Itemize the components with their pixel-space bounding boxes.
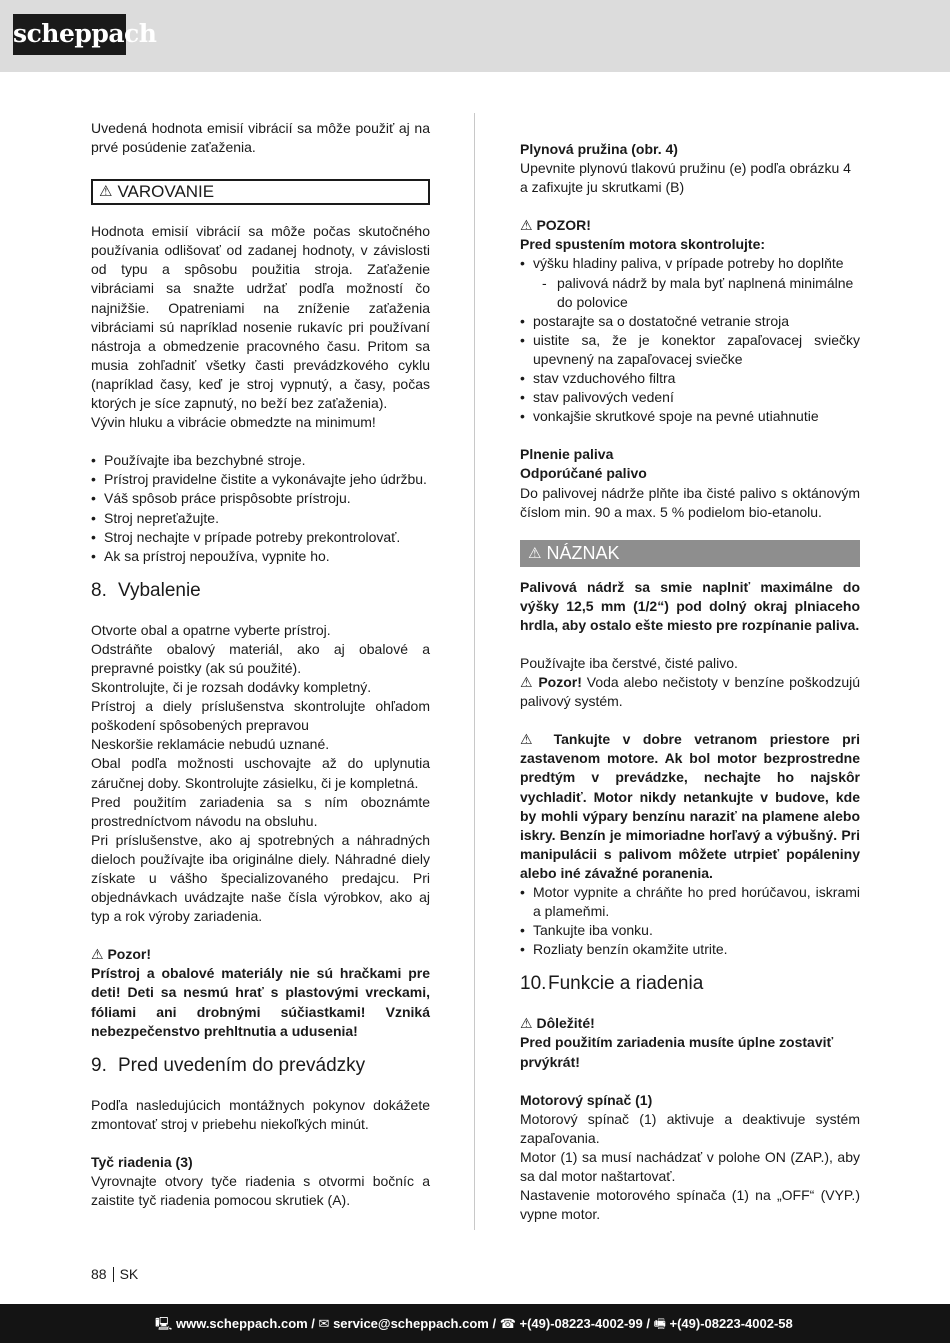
water-warning: ⚠ Pozor! Voda alebo nečistoty v benzíne poškodzujú palivový systém. bbox=[520, 674, 860, 710]
list-item: • Tankujte iba vonku. bbox=[520, 921, 860, 940]
fuel-subheading: Odporúčané palivo bbox=[520, 465, 647, 482]
important-text: Pred použitím zariadenia musíte úplne zostaviť prvýkrát! bbox=[520, 1034, 834, 1070]
warning-box bbox=[91, 179, 430, 205]
refuel-warning: ⚠ Tankujte v dobre vetranom priestore pri zastavenom motore. Ak bol motor bezprostredne predtým v prevádzke, nechajte ho najskôr vychladiť. Motor nikdy netankujte v budove, kde by mohli výpary benzínu naraziť na plamene alebo iskry. Benzín je mimoriadne horľavý a výbušný. Pri manipulácii s palivom môžete utrpieť popáleniny alebo iné závažné poranenia. bbox=[520, 731, 860, 881]
switch-text: Motorový spínač (1) aktivuje a deaktivuje systém zapaľovania. bbox=[520, 1110, 860, 1146]
gas-spring-text: Upevnite plynovú tlakovú pružinu (e) podľa obrázku 4 a zafixujte ju skrutkami (B) bbox=[520, 160, 851, 196]
fuel-text: Do palivovej nádrže plňte iba čisté palivo s oktánovým číslom min. 90 a max. 5 % podielom bio-etanolu. bbox=[520, 484, 860, 520]
footer-phone: +(49)-08223-4002-99 / bbox=[519, 1316, 650, 1331]
note-box bbox=[520, 540, 860, 567]
assembly-intro: Podľa nasledujúcich montážnych pokynov dokážete zmontovať stroj v priebehu niekoľkých minút. bbox=[91, 1096, 430, 1132]
attention-text: Prístroj a obalové materiály nie sú hračkami pre deti! Deti sa nesmú hrať s plastovými vreckami, fóliami ani drobnými súčiastkami! Vzniká nebezpečenstvo prehltnutia a udusenia! bbox=[91, 965, 430, 1039]
warning-triangle-icon: ⚠ bbox=[99, 183, 113, 201]
footer-mail[interactable]: service@scheppach.com / bbox=[333, 1316, 497, 1331]
unpacking-text: Otvorte obal a opatrne vyberte prístroj. bbox=[91, 621, 331, 638]
warning-triangle-icon: ⚠ bbox=[520, 1015, 533, 1032]
list-item: • Rozliaty benzín okamžite utrite. bbox=[520, 940, 860, 959]
list-item: • Stroj nepreťažujte. bbox=[91, 509, 430, 528]
list-item: • Motor vypnite a chráňte ho pred horúčavou, iskrami a plameňmi. bbox=[520, 883, 860, 921]
note-title: NÁZNAK bbox=[546, 542, 620, 563]
warning-triangle-icon: ⚠ bbox=[520, 674, 534, 691]
list-item: • Prístroj pravidelne čistite a vykonávajte jeho údržbu. bbox=[91, 470, 430, 489]
check-list bbox=[520, 312, 860, 427]
footer-web[interactable]: www.scheppach.com / bbox=[175, 1316, 315, 1331]
page-header bbox=[0, 0, 950, 72]
page-separator bbox=[113, 1267, 114, 1282]
section-title: Funkcie a riadenia bbox=[548, 973, 704, 995]
list-subitem: - palivová nádrž by mala byť naplnená minimálne do polovice bbox=[520, 274, 860, 312]
unpacking-text: Skontrolujte, či je rozsah dodávky kompletný. bbox=[91, 679, 372, 696]
warning-title: VAROVANIE bbox=[117, 182, 215, 202]
switch-text: Motor (1) sa musí nachádzať v polohe ON (ZAP.), aby sa dal motor naštartovať. bbox=[520, 1148, 860, 1185]
list-item: • Používajte iba bezchybné stroje. bbox=[91, 451, 430, 470]
switch-heading: Motorový spínač (1) bbox=[520, 1091, 653, 1108]
section-number: 9. bbox=[91, 1054, 107, 1076]
section-9-heading bbox=[91, 1054, 430, 1078]
computer-icon: 🖳 bbox=[155, 1316, 173, 1331]
phone-icon: ☎ bbox=[499, 1316, 516, 1331]
gas-spring-heading: Plynová pružina (obr. 4) bbox=[520, 141, 678, 157]
unpacking-text: Obal podľa možnosti uschovajte až do uplynutia záručnej doby. Skontrolujte zásielku, či je kompletná. bbox=[91, 755, 430, 791]
footer-fax: +(49)-08223-4002-58 bbox=[669, 1316, 793, 1331]
section-number: 10. bbox=[520, 973, 547, 995]
unpacking-text: Neskoršie reklamácie nebudú uznané. bbox=[91, 736, 330, 753]
list-item: • uistite sa, že je konektor zapaľovacej sviečky upevnený na zapaľovacej sviečke bbox=[520, 331, 860, 369]
important-heading: ⚠ Dôležité! bbox=[520, 1015, 595, 1032]
check-sublist bbox=[520, 274, 860, 312]
switch-text: Nastavenie motorového spínača (1) na „OFF“ (VYP.) vypne motor. bbox=[520, 1187, 860, 1223]
list-item: • stav vzduchového filtra bbox=[520, 369, 860, 388]
section-title: Vybalenie bbox=[118, 579, 201, 601]
handlebar-text: Vyrovnajte otvory tyče riadenia s otvormi bočníc a zaistite tyč riadenia pomocou skrutiek (A). bbox=[91, 1173, 430, 1209]
mail-icon: ✉ bbox=[318, 1316, 330, 1331]
right-column bbox=[520, 119, 860, 1224]
unpacking-text: Prístroj a diely príslušenstva skontrolujte ohľadom poškodení spôsobených prepravou bbox=[91, 698, 430, 734]
intro-text: Uvedená hodnota emisií vibrácií sa môže použiť aj na prvé posúdenie zaťaženia. bbox=[91, 120, 430, 156]
fax-icon: 🖷 bbox=[653, 1316, 666, 1331]
left-column bbox=[91, 119, 430, 1210]
warning-triangle-icon: ⚠ bbox=[520, 217, 533, 234]
handlebar-heading: Tyč riadenia (3) bbox=[91, 1153, 193, 1170]
note-text: Palivová nádrž sa smie naplniť maximálne do výšky 12,5 mm (1/2“) pod dolný okraj plniaceho hrdla, aby ostalo ešte miesto pre rozpínanie paliva. bbox=[520, 578, 860, 633]
unpacking-text: Pri príslušenstve, ako aj spotrebných a náhradných dieloch používajte iba originálne diely. Náhradné diely získate u vášho špecializovaného predajcu. Pri objednávkach uvádzajte naše čísla výrobkov, ako aj typ a rok výroby zariadenia. bbox=[91, 831, 430, 925]
safety-list bbox=[91, 451, 430, 566]
caution-heading: ⚠ POZOR! bbox=[520, 217, 591, 234]
scheppach-logo: scheppach bbox=[13, 14, 126, 55]
warning-triangle-icon: ⚠ bbox=[528, 544, 542, 562]
list-item: • Stroj nechajte v prípade potreby prekontrolovať. bbox=[91, 528, 430, 547]
list-item: • Ak sa prístroj nepoužíva, vypnite ho. bbox=[91, 547, 430, 566]
list-item: • Váš spôsob práce prispôsobte prístroju. bbox=[91, 489, 430, 508]
unpacking-text: Odstráňte obalový materiál, ako aj obalové a prepravné poistky (ak sú použité). bbox=[91, 640, 430, 676]
list-item: • stav palivových vedení bbox=[520, 388, 860, 407]
warning-triangle-icon: ⚠ bbox=[91, 946, 104, 963]
column-divider bbox=[474, 113, 475, 1230]
list-item: • vonkajšie skrutkové spoje na pevné utiahnutie bbox=[520, 407, 860, 426]
section-8-heading bbox=[91, 579, 430, 603]
attention-heading: ⚠ Pozor! bbox=[91, 946, 152, 963]
refuel-list bbox=[520, 883, 860, 959]
caution-subheading: Pred spustením motora skontrolujte: bbox=[520, 236, 766, 253]
list-item: • postarajte sa o dostatočné vetranie stroja bbox=[520, 312, 860, 331]
page-number: 88 SK bbox=[91, 1266, 139, 1282]
list-item: • výšku hladiny paliva, v prípade potreby ho doplňte bbox=[520, 254, 860, 273]
fresh-fuel-text: Používajte iba čerstvé, čisté palivo. bbox=[520, 654, 738, 671]
warning-last-line: Vývin hluku a vibrácie obmedzte na minimum! bbox=[91, 414, 376, 431]
warning-triangle-icon: ⚠ bbox=[520, 731, 542, 748]
unpacking-text: Pred použitím zariadenia sa s ním oboznámte prostredníctvom návodu na obsluhu. bbox=[91, 793, 430, 829]
footer-contacts bbox=[155, 1304, 793, 1343]
check-list bbox=[520, 254, 860, 273]
fuel-heading: Plnenie paliva bbox=[520, 446, 614, 463]
page-footer bbox=[0, 1304, 950, 1343]
warning-text: Hodnota emisií vibrácií sa môže počas skutočného používania odlišovať od zadanej hodnoty, v závislosti od typu a spôsobu použitia stroja. Zaťaženie vibráciami sa snažte udržať podľa možností čo najnižšie. Opatreniami na zníženie zaťaženia vibráciami sú napríklad nosenie rukavíc pri používaní nástroja a obmedzenie pracovného času. Pritom sa musia zohľadniť všetky časti prevádzkového cyklu (napríklad časy, keď je stroj vypnutý, a časy, počas ktorých je síce zapnutý, no beží bez zaťaženia). bbox=[91, 223, 430, 412]
section-title: Pred uvedením do prevádzky bbox=[118, 1054, 366, 1076]
section-number: 8. bbox=[91, 579, 107, 601]
section-10-heading bbox=[520, 972, 860, 996]
